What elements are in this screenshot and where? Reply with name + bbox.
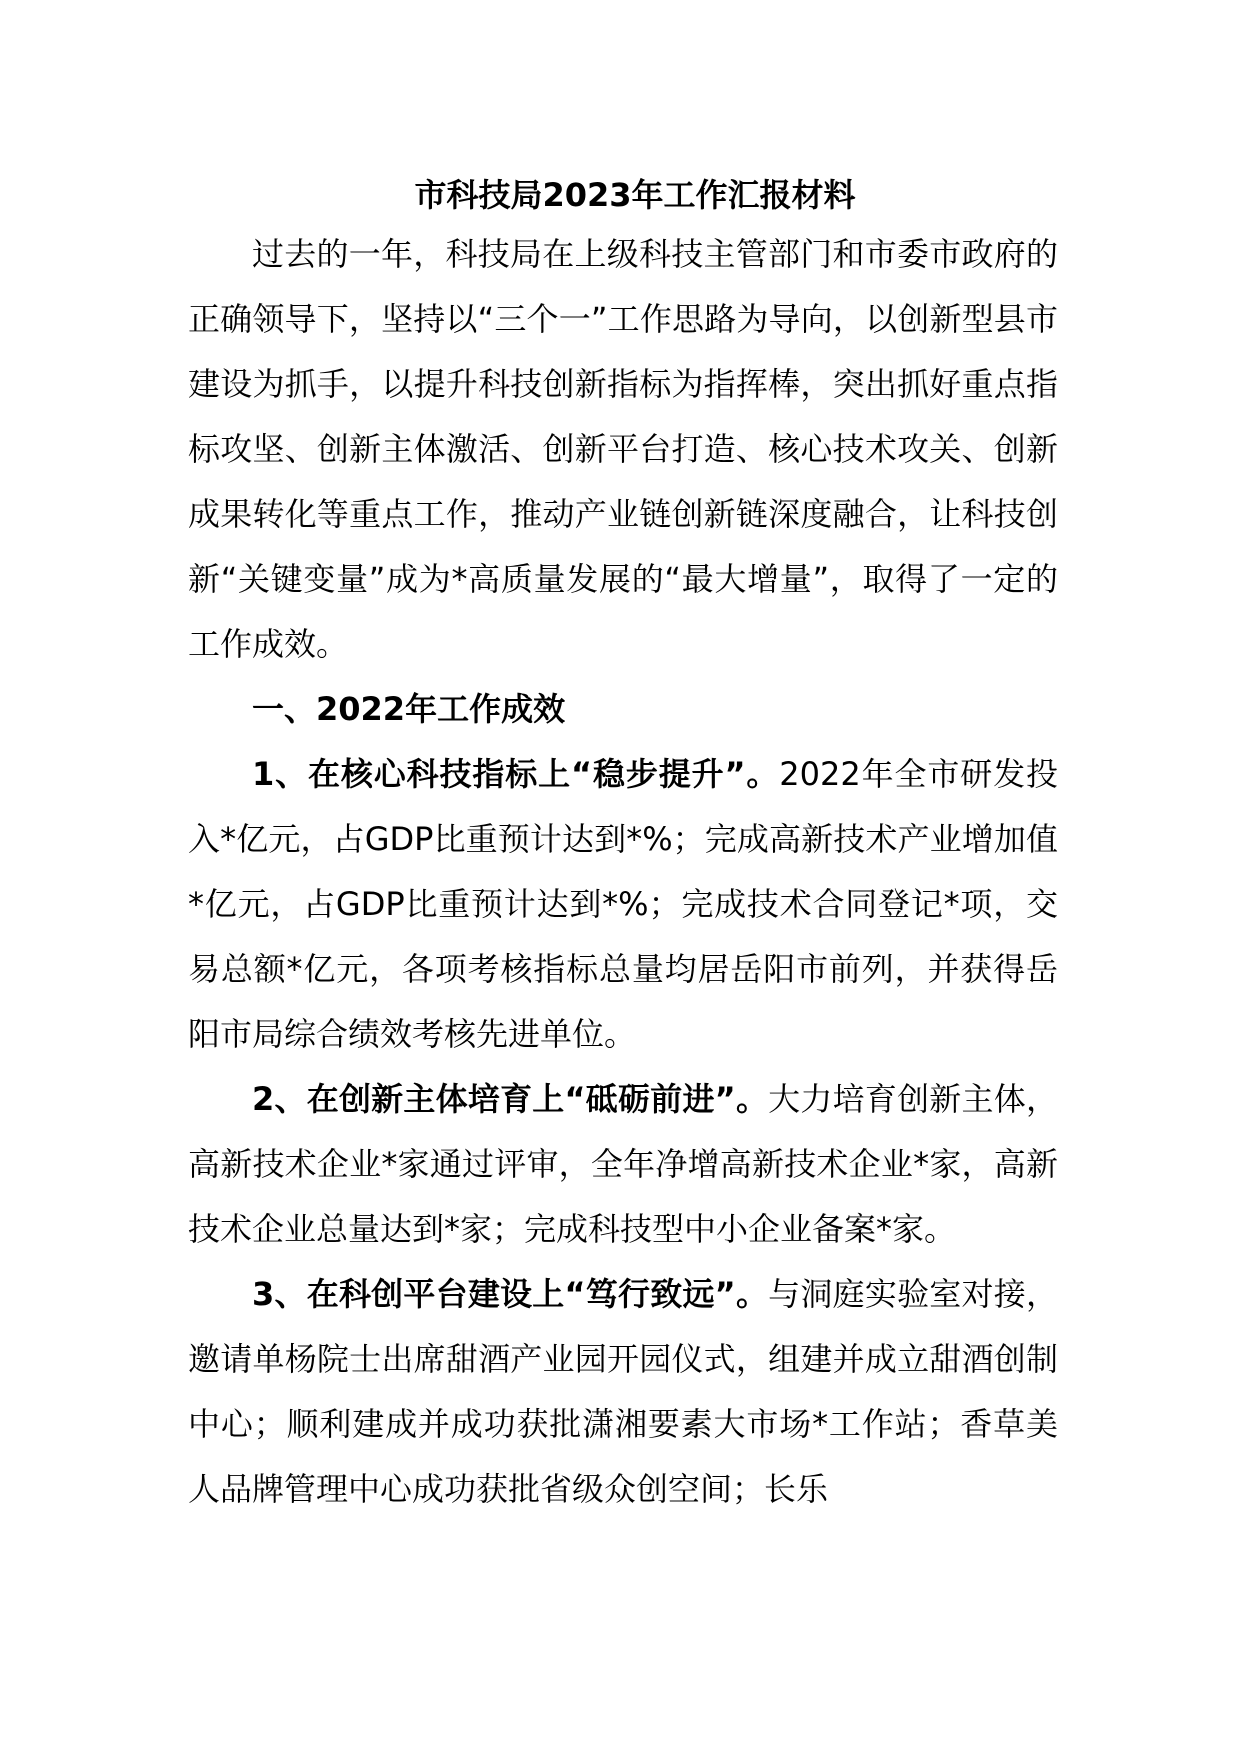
item-paragraph-3: [188, 1262, 1058, 1522]
item-lead-1: 1、在核心科技指标上“稳步提升”。: [252, 755, 780, 793]
item-paragraph-1: [188, 742, 1058, 1067]
item-body-3: 与洞庭实验室对接，邀请单杨院士出席甜酒产业园开园仪式，组建并成立甜酒创制中心；顺利建成并成功获批潇湘要素大市场*工作站；香草美人品牌管理中心成功获批省级众创空间；长乐: [188, 1275, 1058, 1508]
item-lead-2: 2、在创新主体培育上“砥砺前进”。: [252, 1080, 769, 1118]
document-page: [188, 170, 1058, 1522]
item-paragraph-2: [188, 1067, 1058, 1262]
item-body-1: 2022年全市研发投入*亿元，占GDP比重预计达到*%；完成高新技术产业增加值*亿元，占GDP比重预计达到*%；完成技术合同登记*项，交易总额*亿元，各项考核指标总量均居岳阳市前列，并获得岳阳市局综合绩效考核先进单位。: [188, 755, 1058, 1053]
item-body-2: 大力培育创新主体，高新技术企业*家通过评审，全年净增高新技术企业*家，高新技术企业总量达到*家；完成科技型中小企业备案*家。: [188, 1080, 1058, 1248]
section-heading: 一、2022年工作成效: [252, 690, 566, 728]
intro-paragraph: 过去的一年，科技局在上级科技主管部门和市委市政府的正确领导下，坚持以“三个一”工作思路为导向，以创新型县市建设为抓手，以提升科技创新指标为指挥棒，突出抓好重点指标攻坚、创新主体激活、创新平台打造、核心技术攻关、创新成果转化等重点工作，推动产业链创新链深度融合，让科技创新“关键变量”成为*高质量发展的“最大增量”，取得了一定的工作成效。: [188, 235, 1058, 663]
item-lead-3: 3、在科创平台建设上“笃行致远”。: [252, 1275, 769, 1313]
document-title: 市科技局2023年工作汇报材料: [414, 176, 856, 214]
